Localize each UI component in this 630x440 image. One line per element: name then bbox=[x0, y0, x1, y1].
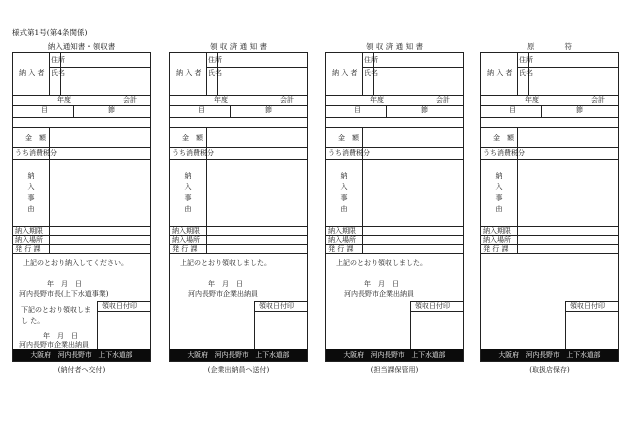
notice-text: 上記のとおり領収しました。 bbox=[336, 259, 427, 267]
fiscal-year-label: 年度 bbox=[370, 96, 384, 104]
reason-label: 納 入 事 由 bbox=[184, 172, 192, 213]
name-label: 氏名 bbox=[208, 69, 222, 77]
form-receipt-notice-dept bbox=[325, 41, 464, 375]
fiscal-year-label: 年度 bbox=[525, 96, 539, 104]
issuer-label: 発 行 課 bbox=[483, 245, 509, 253]
place-label: 納入場所 bbox=[328, 236, 356, 244]
form-title: 納入通知書・領収書 bbox=[47, 42, 116, 51]
place-label: 納入場所 bbox=[483, 236, 511, 244]
receipt-date: 年 月 日 bbox=[208, 280, 243, 288]
signer-text: 河内長野市企業出納員 bbox=[344, 290, 414, 298]
account-label: 会計 bbox=[436, 96, 450, 104]
form-receipt-notice-cashier bbox=[169, 41, 308, 375]
cashier-text: 河内長野市企業出納員 bbox=[19, 341, 89, 349]
form-title: 領 収 済 通 知 書 bbox=[366, 42, 423, 51]
account-label: 会計 bbox=[123, 96, 137, 104]
fiscal-year-label: 年度 bbox=[57, 96, 71, 104]
form-id-label: 様式第1号(第4条関係) bbox=[12, 28, 88, 37]
form-footer: (取扱店保存) bbox=[529, 366, 570, 374]
reason-label: 納 入 事 由 bbox=[340, 172, 348, 213]
form-table bbox=[325, 52, 464, 362]
notice-text: 上記のとおり領収しました。 bbox=[180, 259, 271, 267]
received-text: 下記のとおり領収しまし た。 bbox=[21, 306, 91, 325]
payer-label: 納 入 者 bbox=[487, 69, 513, 77]
stamp-label: 領収日付印 bbox=[259, 302, 294, 310]
receipt-date: 年 月 日 bbox=[43, 332, 78, 340]
notice-text: 上記のとおり納入してください。 bbox=[23, 259, 128, 267]
item-label: 目 bbox=[354, 106, 361, 114]
address-label: 住所 bbox=[208, 56, 222, 64]
stamp-label: 領収日付印 bbox=[415, 302, 450, 310]
address-label: 住所 bbox=[51, 56, 65, 64]
consumption-tax-label: うち消費税分 bbox=[328, 149, 370, 157]
address-label: 住所 bbox=[364, 56, 378, 64]
account-label: 会計 bbox=[280, 96, 294, 104]
stamp-label: 領収日付印 bbox=[570, 302, 605, 310]
form-table bbox=[169, 52, 308, 362]
consumption-tax-label: うち消費税分 bbox=[15, 149, 57, 157]
payer-label: 納 入 者 bbox=[176, 69, 202, 77]
form-footer: (納付者へ交付) bbox=[57, 366, 106, 374]
place-label: 納入場所 bbox=[15, 236, 43, 244]
form-payment-notice bbox=[12, 41, 151, 375]
issuer-bar: 大阪府 河内長野市 上下水道部 bbox=[13, 349, 150, 361]
name-label: 氏名 bbox=[364, 69, 378, 77]
item-label: 目 bbox=[509, 106, 516, 114]
section-label: 節 bbox=[576, 106, 583, 114]
name-label: 氏名 bbox=[51, 69, 65, 77]
issuer-label: 発 行 課 bbox=[172, 245, 198, 253]
deadline-label: 納入期限 bbox=[15, 227, 43, 235]
deadline-label: 納入期限 bbox=[483, 227, 511, 235]
amount-label: 金 額 bbox=[182, 134, 203, 142]
section-label: 節 bbox=[108, 106, 115, 114]
issuer-label: 発 行 課 bbox=[15, 245, 41, 253]
name-label: 氏名 bbox=[519, 69, 533, 77]
consumption-tax-label: うち消費税分 bbox=[483, 149, 525, 157]
payer-label: 納 入 者 bbox=[19, 69, 45, 77]
form-title: 原 符 bbox=[527, 42, 572, 51]
reason-label: 納 入 事 由 bbox=[27, 172, 35, 213]
issue-date: 年 月 日 bbox=[47, 280, 82, 288]
amount-label: 金 額 bbox=[338, 134, 359, 142]
issuer-bar: 大阪府 河内長野市 上下水道部 bbox=[170, 349, 307, 361]
fiscal-year-label: 年度 bbox=[214, 96, 228, 104]
deadline-label: 納入期限 bbox=[172, 227, 200, 235]
item-label: 目 bbox=[41, 106, 48, 114]
form-title: 領 収 済 通 知 書 bbox=[210, 42, 267, 51]
receipt-date: 年 月 日 bbox=[364, 280, 399, 288]
amount-label: 金 額 bbox=[493, 134, 514, 142]
deadline-label: 納入期限 bbox=[328, 227, 356, 235]
stamp-label: 領収日付印 bbox=[102, 302, 137, 310]
section-label: 節 bbox=[421, 106, 428, 114]
form-footer: (企業出納員へ送付) bbox=[207, 366, 270, 374]
reason-label: 納 入 事 由 bbox=[495, 172, 503, 213]
consumption-tax-label: うち消費税分 bbox=[172, 149, 214, 157]
form-table bbox=[12, 52, 151, 362]
amount-label: 金 額 bbox=[25, 134, 46, 142]
issuer-label: 発 行 課 bbox=[328, 245, 354, 253]
issuer-bar: 大阪府 河内長野市 上下水道部 bbox=[326, 349, 463, 361]
form-table bbox=[480, 52, 619, 362]
item-label: 目 bbox=[198, 106, 205, 114]
address-label: 住所 bbox=[519, 56, 533, 64]
account-label: 会計 bbox=[591, 96, 605, 104]
signer-text: 河内長野市長(上下水道事業) bbox=[19, 290, 109, 298]
payer-label: 納 入 者 bbox=[332, 69, 358, 77]
issuer-bar: 大阪府 河内長野市 上下水道部 bbox=[481, 349, 618, 361]
place-label: 納入場所 bbox=[172, 236, 200, 244]
signer-text: 河内長野市企業出納員 bbox=[188, 290, 258, 298]
form-stub bbox=[480, 41, 619, 375]
form-footer: (担当課保管用) bbox=[370, 366, 419, 374]
section-label: 節 bbox=[265, 106, 272, 114]
